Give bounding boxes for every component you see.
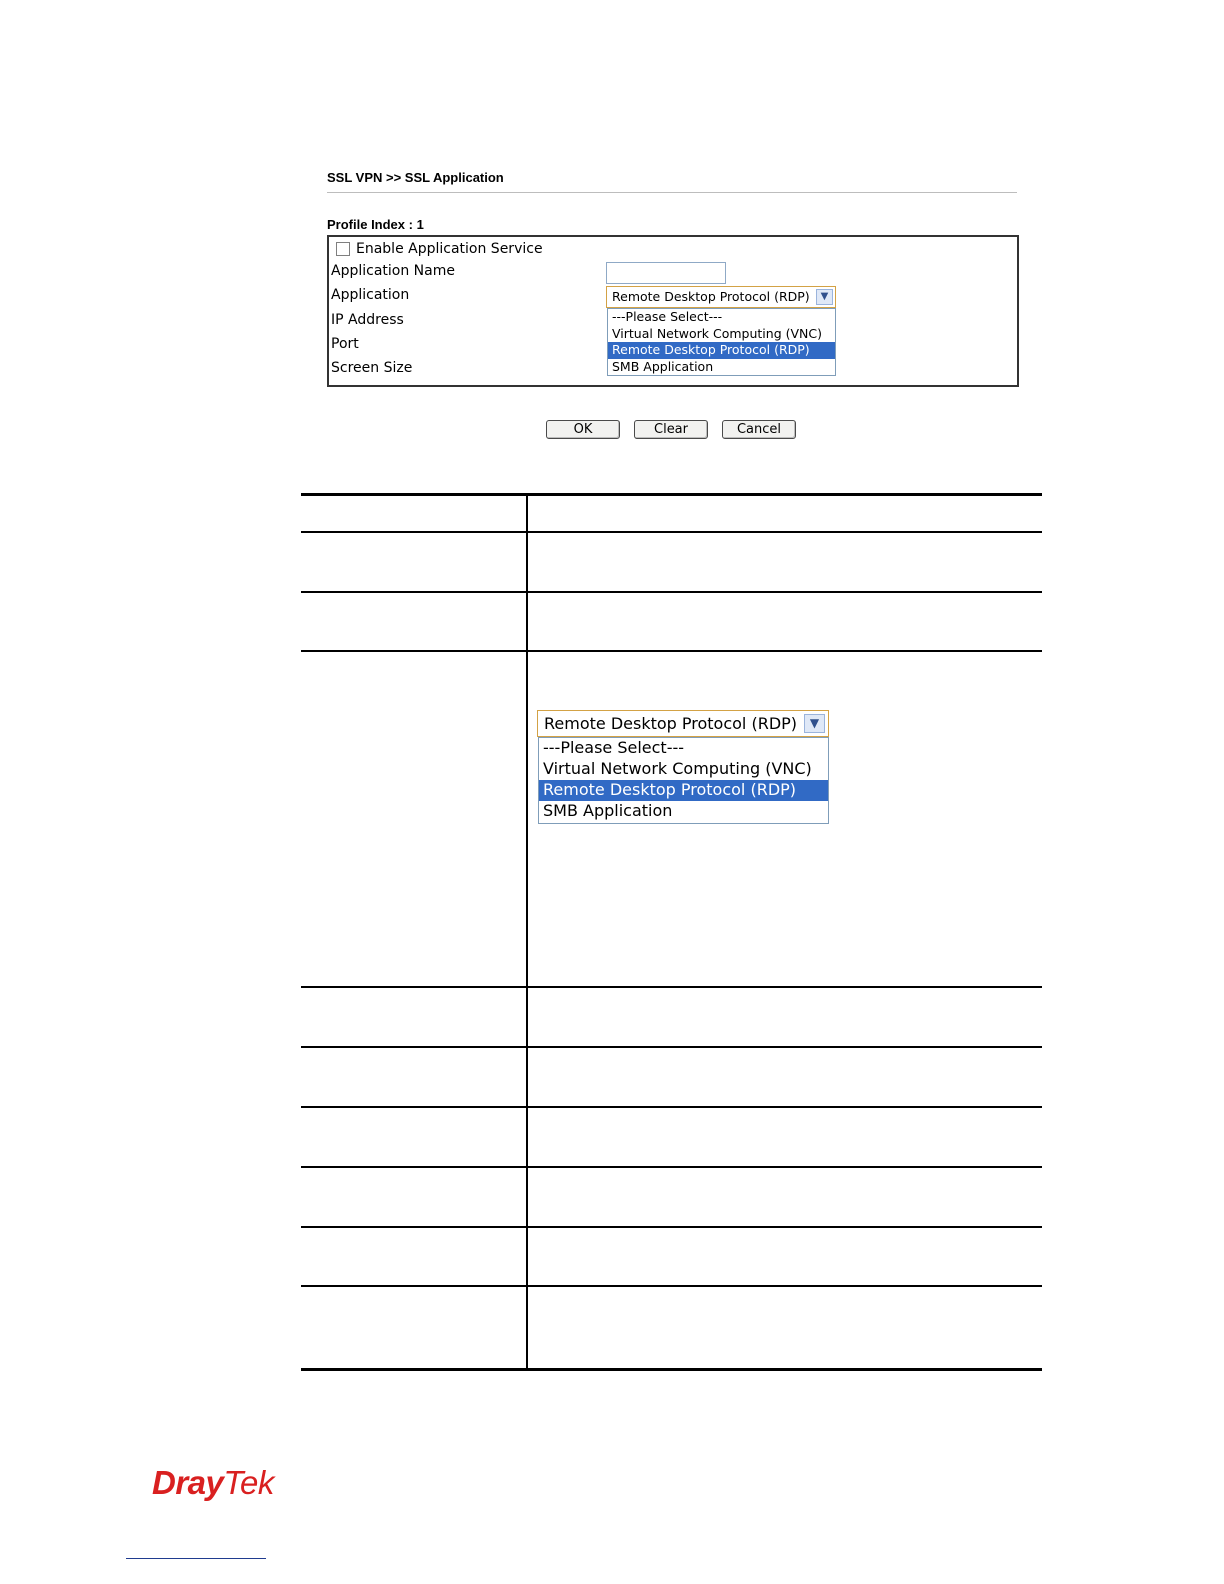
table-row-divider bbox=[301, 1285, 1042, 1287]
table-row-divider bbox=[301, 986, 1042, 988]
application-select-value: Remote Desktop Protocol (RDP) bbox=[612, 289, 810, 304]
draytek-logo bbox=[152, 1464, 274, 1502]
application-dropdown-illustration bbox=[538, 737, 829, 824]
table-row-divider bbox=[301, 1166, 1042, 1168]
chevron-down-icon[interactable]: ▼ bbox=[816, 289, 833, 305]
application-dropdown-list bbox=[607, 308, 836, 376]
table-row-divider bbox=[301, 1106, 1042, 1108]
application-select[interactable] bbox=[606, 286, 836, 308]
chevron-down-icon: ▼ bbox=[804, 714, 825, 733]
dropdown-option-vnc[interactable]: Virtual Network Computing (VNC) bbox=[612, 325, 822, 341]
breadcrumb-divider bbox=[327, 192, 1017, 193]
dropdown-option-please-select[interactable]: ---Please Select--- bbox=[612, 309, 723, 324]
breadcrumb: SSL VPN >> SSL Application bbox=[327, 170, 504, 185]
illustration-option-rdp: Remote Desktop Protocol (RDP) bbox=[539, 780, 828, 801]
illustration-option-vnc: Virtual Network Computing (VNC) bbox=[543, 759, 812, 778]
table-row-divider bbox=[301, 650, 1042, 652]
enable-application-checkbox[interactable] bbox=[336, 242, 350, 256]
application-label: Application bbox=[331, 287, 410, 303]
table-row-divider bbox=[301, 591, 1042, 593]
profile-index-label: Profile Index : 1 bbox=[327, 217, 424, 232]
illustration-select-value: Remote Desktop Protocol (RDP) bbox=[544, 714, 798, 733]
screen-size-label: Screen Size bbox=[331, 360, 413, 376]
dropdown-option-rdp[interactable]: Remote Desktop Protocol (RDP) bbox=[608, 342, 835, 359]
table-top-rule bbox=[301, 493, 1042, 496]
illustration-option-smb: SMB Application bbox=[543, 801, 673, 820]
enable-application-label: Enable Application Service bbox=[356, 241, 543, 257]
table-column-divider bbox=[526, 496, 528, 1368]
application-name-input[interactable] bbox=[606, 262, 726, 284]
ok-button[interactable]: OK bbox=[546, 420, 620, 439]
port-label: Port bbox=[331, 336, 359, 352]
clear-button[interactable]: Clear bbox=[634, 420, 708, 439]
illustration-option-please-select: ---Please Select--- bbox=[543, 738, 685, 757]
table-bottom-rule bbox=[301, 1368, 1042, 1371]
table-row-divider bbox=[301, 1046, 1042, 1048]
footer-rule bbox=[126, 1558, 266, 1559]
table-row-divider bbox=[301, 1226, 1042, 1228]
application-name-label: Application Name bbox=[331, 263, 455, 279]
logo-dray: Dray bbox=[152, 1464, 224, 1501]
ip-address-label: IP Address bbox=[331, 312, 404, 328]
dropdown-option-smb[interactable]: SMB Application bbox=[612, 358, 714, 374]
table-row-divider bbox=[301, 531, 1042, 533]
cancel-button[interactable]: Cancel bbox=[722, 420, 796, 439]
application-select-illustration bbox=[537, 710, 829, 737]
logo-tek: Tek bbox=[223, 1464, 274, 1501]
